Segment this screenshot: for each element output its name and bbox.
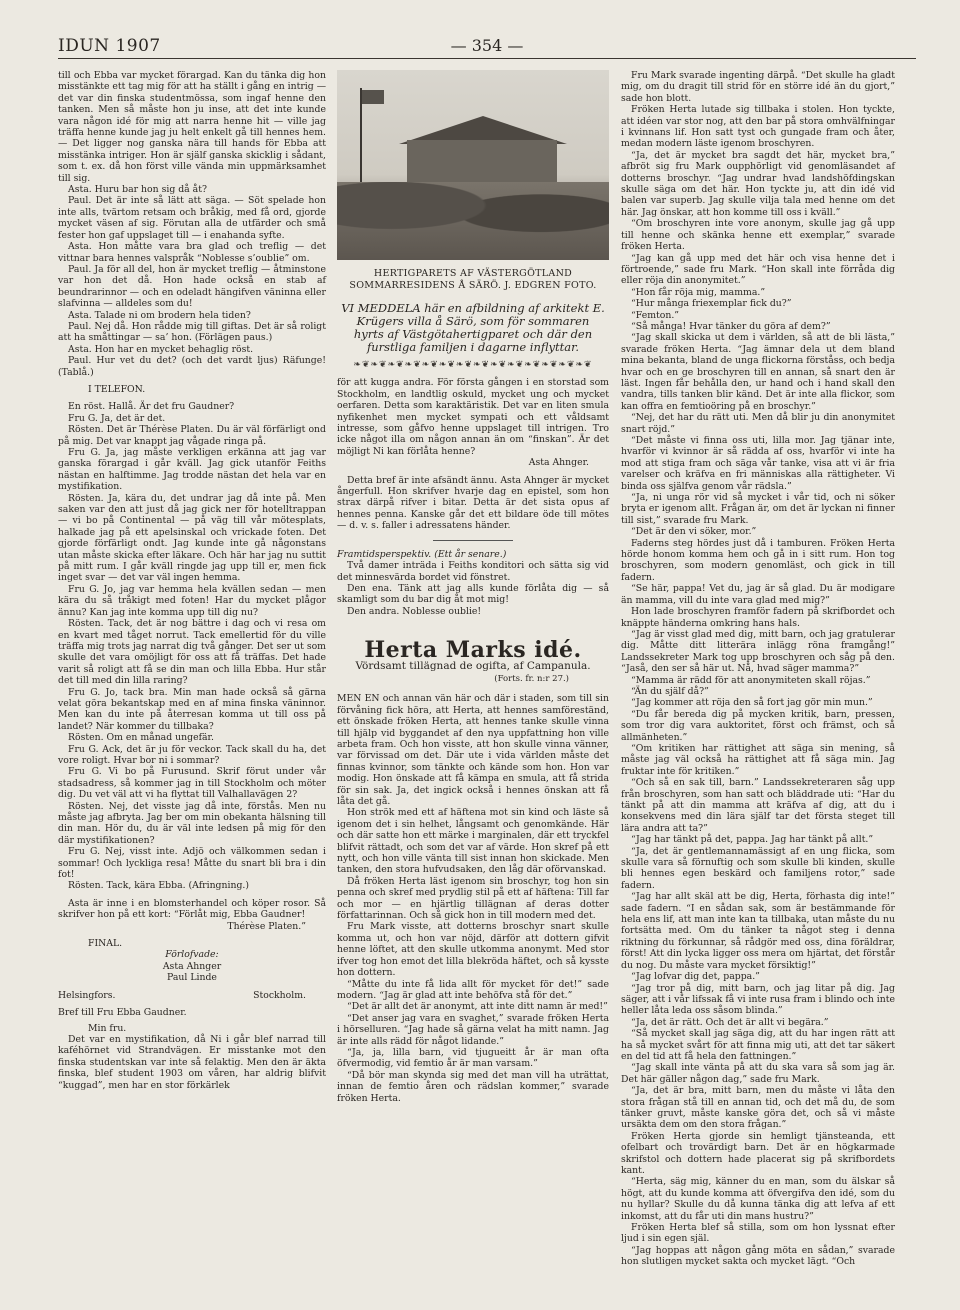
paragraph: “Så många! Hvar tänker du göra af dem?” <box>631 320 831 332</box>
paragraph: MEN EN och annan vän här och där i staden, som till sin förvåning fick höra, att Herta, att hennes samföreständ, ett önskade fröken Herta, att hennes tanke skulle vinna till hjälp vid byggandet af den nya uppfattning hon ville arbeta fram. Och hon visste, att hon skulle vinna vänner, var förvissad om det. Där ute i vida världen måste det finnas kvinnor, som tänkte och kände som hon. Hon var modig. Hon önskade att få kämpa en smula, att få strida för sin sak. Ja, det ingick också i hennes önskan att få låta det gå. <box>337 693 609 807</box>
continuation-note: (Forts. fr. n:r 27.) <box>494 673 569 684</box>
intro-text: VI MEDDELA här en afbildning af arkitekt E. Krügers villa å Särö, som för sommaren hyrts af Västgötahertigparet och där den furstliga familjen i dagarne inflyttar. <box>341 301 605 354</box>
paragraph: Hon lade broschyren framför fadern på skrifbordet och knäppte händerna omkring hans hals. <box>621 606 895 629</box>
paragraph: Det var en mystifikation, då Ni i går blef narrad till kaféhörnet vid Strandvägen. Er misstanke mot den finska studentskan var inte så felaktig. Men den är äkta finska, blef student 1903 om våren, har aldrig blifvit “kuggad”, men har en stor förkärlek <box>58 1033 326 1091</box>
paragraph: Asta. Hon måtte vara bra glad och treflig — det vittnar bara hennes valspråk “Noblesse s’oublie” om. <box>58 241 326 264</box>
paragraph: Rösten. Det är Thérèse Platen. Du är väl förfärligt ond på mig. Det var knappt jag vågade ringa på. <box>58 424 326 447</box>
paragraph: Fru G. Nej, visst inte. Adjö och välkommen sedan i sommar! Och lyckliga resa! Måtte du snart bli bra i din fot! <box>58 846 326 881</box>
section-heading: Framtidsperspektiv. (Ett år senare.) <box>337 548 507 560</box>
paragraph: “Om broschyren inte vore anonym, skulle jag gå upp till henne och skänka henne ett exemplar,” svarade fröken Herta. <box>621 218 895 253</box>
paragraph: “Så mycket skall jag säga dig, att du har ingen rätt att ha så mycket svårt för att finna mig uti, att det tar säkert en del tid att få hela den fattningen.” <box>621 1028 895 1062</box>
paragraph: Fröken Herta gjorde sin hemligt tjänsteanda, ett ofelbart och trovärdigt barn. Det är en högkarmade skrifstol och dottern hade placerat sig på skrifbordets kant. <box>621 1130 895 1176</box>
paragraph: Den andra. Noblesse oublie! <box>347 605 482 617</box>
column-right <box>621 70 895 1268</box>
paragraph: “Det är allt det är anonymt, att inte ditt namn är med!” <box>347 1001 608 1013</box>
paragraph: Hon strök med ett af häftena mot sin kind och läste så igenom det i sin helhet, långsamt och genomkände. Här och där satte hon ett märke i marginalen, där ett tryckfel blifvit rättadt, och som det var af värde. Hon skref på ett nytt, och hon ville vänta till sist innan hon skickade. Men tanken, den stora hufvudsaken, den låg där oförvanskad. <box>337 807 609 876</box>
paragraph: “Jag hoppas att någon gång möta en sådan,” svarade hon slutligen mycket sakta och mycket lägt. “Och <box>621 1244 895 1268</box>
paragraph: “Jag skall inte vänta på att du ska vara så som jag är. Det här gäller någon dag,” sade fru Mark. <box>621 1062 895 1085</box>
paragraph: “Måtte du inte få lida allt för mycket för det!” sade modern. “Jag är glad att inte behöfva stå för det.” <box>337 978 609 1001</box>
paragraph: Paul. Hur vet du det? (och det vardt ljus) Räfunge! (Tablå.) <box>58 355 326 378</box>
paragraph: “Herta, säg mig, känner du en man, som du älskar så högt, att du kunde komma att öfvergifva den idé, som du nu hyllar? Skulle du då kunna tänka dig att lefva af ett inkomst, att du får uti din mans hustru?” <box>621 1176 895 1222</box>
section-heading: I TELEFON. <box>88 383 146 395</box>
paragraph: “Då bör man skynda sig med det man vill ha uträttat, innan de femtio åren och rädslan kommer,” svarade fröken Herta. <box>337 1069 609 1104</box>
paragraph: “Se här, pappa! Vet du, jag är så glad. Du är modigare än mamma, vill du inte vara glad med mig?” <box>621 583 895 606</box>
signature: Thérèse Platen.” <box>227 920 306 932</box>
paragraph: Rösten. Tack, kära Ebba. (Afringning.) <box>68 880 249 892</box>
paragraph: “Om kritiken har rättighet att säga sin mening, så måste jag väl också ha rättighet att få säga min. Jag fruktar inte för kritiken.” <box>621 742 895 777</box>
article-subtitle: Vördsamt tillägnad de ogifta, af Campanula. <box>355 659 591 672</box>
paragraph: “Jag har tänkt på det, pappa. Jag har tänkt på allt.” <box>631 834 874 846</box>
paragraph: “Jag lofvar dig det, pappa.” <box>631 971 760 983</box>
magazine-title: IDUN 1907 <box>58 36 161 56</box>
paragraph: “Du får bereda dig på mycken kritik, barn, pressen, som tror dig vara auktoritet, först och främst, och så allmänheten.” <box>621 708 895 743</box>
paragraph: “Ja, ni unga rör vid så mycket i vår tid, och ni söker bryta er igenom allt. Frågan är, om det är lyckan ni finner till sist,” svarade fru Mark. <box>621 492 895 526</box>
paragraph: “Det måste vi finna oss uti, lilla mor. Jag tjänar inte, hvarför vi kvinnor är så rädda af oss, hvarför vi inte ha mod att stiga fram och säga vår tanke, visa att vi är fria varelser och kräfva en fri människas alla rättigheter. Vi binda oss själfva genom vår rädsla.” <box>621 435 895 492</box>
paragraph: Fru G. Vi bo på Furusund. Skrif förut under vår stadsadress, så kommer jag in till Stockholm och möter dig. Du vet väl att vi ha flyttat till Valhallavägen 2? <box>58 766 326 801</box>
paragraph: “Det är den vi söker, mor.” <box>631 526 757 538</box>
paragraph: “Mamma är rädd för att anonymiteten skall röjas.” <box>631 674 871 686</box>
paragraph: Fru G. Jo, tack bra. Min man hade också så gärna velat göra bekantskap med en af mina finska väninnor. Men kan du inte på återresan komma ut till oss på landet? När kommer du tillbaka? <box>58 686 326 732</box>
paragraph: Paul. Ja för all del, hon är mycket treflig — åtminstone var hon det då. Hon hade också en stab af beundrarinnor — och en odeladt hängifven väninna eller slafvinna — alldeles som du! <box>58 263 326 310</box>
paragraph: “Ja, det är rätt. Och det är allt vi begära.” <box>631 1016 829 1028</box>
paragraph: Den ena. Tänk att jag alls kunde förlåta dig — så skamligt som du bar dig åt mot mig! <box>337 582 609 606</box>
paragraph: “Hon får röja mig, mamma.” <box>631 286 766 298</box>
flag-icon <box>362 90 384 104</box>
paragraph: till och Ebba var mycket förargad. Kan du tänka dig hon misstänkte ett tag mig för att ha ställt i gång en intrig — det var din finska studentmössa, som ingaf henne den tanken. Men så måste hon ju inse, att det inte kunde vara någon idé för mig att narra henne hit — ville jag träffa henne kunde jag ju helt enkelt gå till hennes hem. — Det ligger nog ganska nära till hands för Ebba att misstänka intriger. Hon är själf ganska skicklig i sådant, som t. ex. då hon först ville vända min uppmärksamhet till sig. <box>58 70 326 184</box>
place: Stockholm. <box>253 989 306 1001</box>
paragraph: “Jag har allt skäl att be dig, Herta, förhasta dig inte!” sade fadern. “I en sådan sak, som är bestämmande för hela ens lif, att man inte kan ta tillbaka, utan måste du nu fortsätta med. Om du tänker ta något steg i denna riktning du förkunnar, så rådgör med oss, dina föräldrar, först! Att din lycka ligger oss mera om hjärtat, det förstår du nog. Du måste vara mycket försiktig!” <box>621 891 895 971</box>
paragraph: Två damer inträda i Feiths konditori och sätta sig vid det minnesvärda bordet vid fönstret. <box>337 560 609 583</box>
paragraph: “Jag tror på dig, mitt barn, och jag litar på dig. Jag säger, att i vår lifssak få vi inte rusa fram i blindo och inte heller låta leda oss såsom blinda.” <box>621 982 895 1017</box>
paragraph: “Femton.” <box>631 309 680 321</box>
paragraph: “Jag kommer att röja den så fort jag gör min mun.” <box>631 697 873 709</box>
paragraph: “Och så en sak till, barn.” Landssekreteraren såg upp från broschyren, som han satt och bläddrade uti: “Har du tänkt på att din mamma att kräfva af dig, att du i konsekvens med din lära själf tar det första steget till lära andra att ta?” <box>621 777 895 834</box>
name-line: Asta Ahnger <box>162 960 222 972</box>
paragraph: “Ja, det är gentlemannamässigt af en ung flicka, som skulle vara så förnuftig och som skulle bli kinden, skulle bli hennes egen beskärd och familjens rotor,” sade fadern. <box>621 845 895 891</box>
name-line: Paul Linde <box>167 972 217 984</box>
letter-heading: Bref till Fru Ebba Gaudner. <box>58 1007 187 1019</box>
paragraph: Fru G. Ja, jag måste verkligen erkänna att jag var ganska förargad i går kväll. Jag gick utanför Feiths nästan en halftimme. Jag trodde nästan det hela var en mystifikation. <box>58 447 326 493</box>
paragraph: Fru G. Ja, det är det. <box>68 412 166 424</box>
paragraph: Asta är inne i en blomsterhandel och köper rosor. Så skrifver hon på ett kort: “Förlåt mig, Ebba Gaudner! <box>58 897 326 921</box>
paragraph: Fröken Herta blef så stilla, som om hon lyssnat efter ljud i sin egen själ. <box>621 1222 895 1245</box>
paragraph: Paul. Nej då. Hon rådde mig till giftas. Det är så roligt att ha småttingar — sa’ hon. (Förlägen paus.) <box>58 320 326 344</box>
paragraph: Detta bref är inte afsändt ännu. Asta Ahnger är mycket ångerfull. Hon skrifver hvarje dag en epistel, som hon strax därpå rifver i bitar. Detta är det sista opus af hennes penna. Kanske går det ett bildare öde till mötes — d. v. s. faller i adressatens händer. <box>337 474 609 532</box>
paragraph: Rösten. Tack, det är nog bättre i dag och vi resa om en kvart med tåget norrut. Tack emellertid för du ville träffa mig trots jag narrat dig två gånger. Det ser ut som skulle det vara omöjligt för oss att få träffas. Det hade varit så roligt att få se din man och lilla Ebba. Hur står det till med din lilla raring? <box>58 618 326 687</box>
paragraph: Fru Mark visste, att dotterns broschyr snart skulle komma ut, och hon var nöjd, därför att dottern gifvit henne löftet, att den skulle utkomma anonymt. Med stor ifver tog hon emot det lilla blekröda häftet, och så kysste hon dottern. <box>337 921 609 979</box>
paragraph: Paul. Det är inte så lätt att säga. — Söt spelade hon inte alls, tvärtom retsam och bråkig, med få ord, gjorde mycket väsen af sig. Förutan alla de utfärder och små fester hon gaf uppslaget till — i enahanda syfte. <box>58 195 326 241</box>
paragraph: Fru Mark svarade ingenting därpå. “Det skulle ha gladt mig, om du dragit till strid för en större idé än du gjort,” sade hon blott. <box>621 70 895 104</box>
paragraph: “Nej, det har du rätt uti. Men då blir ju din anonymitet snart röjd.” <box>621 412 895 435</box>
paragraph: Rösten. Nej, det visste jag då inte, förstås. Men nu måste jag afbryta. Jag ber om min obekanta hälsning till din man. Hör du, du är väl inte ledsen på mig för den där mystifikationen? <box>58 800 326 846</box>
paragraph: En röst. Hallå. Är det fru Gaudner? <box>68 401 235 413</box>
column-middle <box>337 70 609 1104</box>
paragraph: “Ja, det är mycket bra sagdt det här, mycket bra,” afbröt sig fru Mark oupphörligt vid genomläsandet af dotterns broschyr. “Jag undrar hvad landshöfdingskan skulle säga om det här. Hon tyckte ju, att din idé vid balen var superb. Jag skulle vilja tala med henne om det här. Jag önskar, att hon komme till oss i kväll.” <box>621 149 895 218</box>
paragraph: Asta. Talade ni om brodern hela tiden? <box>68 309 251 321</box>
column-left <box>58 70 326 1091</box>
paragraph: “Ja, ja, lilla barn, vid tjugueitt år är man ofta öfvermodig, vid femtio år är man varsam.” <box>337 1046 609 1070</box>
photo-caption: HERTIGPARETS AF VÄSTERGÖTLAND SOMMARRESIDENS Å SÄRÖ. J. EDGREN FOTO. <box>349 268 597 291</box>
divider <box>433 540 513 541</box>
paragraph: Då fröken Herta läst igenom sin broschyr, tog hon sin penna och skref med prydlig stil på ett af häftena: Till far och mor — en hjärtlig tillägnan af deras dotter författarinnan. Och så gick hon in till modern med det. <box>337 875 609 922</box>
place-line <box>58 990 326 1001</box>
subheading: Förlofvade: <box>165 949 219 961</box>
paragraph: Faderns steg hördes just då i tamburen. Fröken Herta hörde honom komma hem och gå in i sitt rum. Hon tog broschyren, som modern genomläst, och gick in till fadern. <box>621 537 895 583</box>
paragraph: “Än du själf då?” <box>631 685 709 697</box>
section-heading: FINAL. <box>88 938 123 950</box>
page-number: — 354 — <box>450 36 524 55</box>
paragraph: “Det anser jag vara en svaghet,” svarade fröken Herta i hörselluren. “Jag hade så gärna velat ha mitt namn. Jag är inte alls rädd för något lidande.” <box>337 1012 609 1047</box>
article-title: Herta Marks idé. <box>364 637 582 664</box>
paragraph: Rösten. Om en månad ungefär. <box>68 732 214 744</box>
paragraph: Asta. Hon har en mycket behaglig röst. <box>68 343 254 355</box>
paragraph: “Jag skall skicka ut dem i världen, så att de bli lästa,” svarade fröken Herta. “Jag ämnar dela ut dem bland mina bekanta, bland de unga flickorna förståss, och bedja hvar och en ge broschyren till en annan, så snart den är läst. Ingen får behålla den, ur hand och i hand skall den vandra, tills tanken blir känd. Det är inte alla flickor, som kan offra en femtioöring på en broschyr.” <box>621 332 895 412</box>
paragraph: “Ja, det är bra, mitt barn, men du måste vi låta den stora frågan stå till en annan tid, och det må du, de som tänker gruvt, måste kanske göra det, och så vi måste ursäkta dem om den stora frågan.” <box>621 1085 895 1131</box>
page-header <box>58 32 916 59</box>
paragraph: “Jag är visst glad med dig, mitt barn, och jag gratulerar dig. Måtte ditt litterära inlägg röna framgång!” Landssekreter Mark tog upp broschyren och såg på den. “Jaså, den ser så här ut. Nå, hvad säger mamma?” <box>621 628 895 675</box>
paragraph: för att kugga andra. För första gången i en storstad som Stockholm, en landtlig oskuld, mycket ung och mycket oerfaren. Detta som karaktäristik. Det var en liten smula nyfikenhet men mycket sympati och ett våldsamt intresse, som gåfvo henne uppslaget till intrigen. Tro icke något illa om någon annan än om “finskan”. Är det möjligt Ni kan förlåta henne? <box>337 377 609 457</box>
paragraph: “Jag kan gå upp med det här och visa henne det i förtroende,” sade fru Mark. “Hon skall inte förråda dig eller röja din anonymitet.” <box>621 252 895 287</box>
photo-villa <box>337 70 609 260</box>
signature: Asta Ahnger. <box>528 457 589 469</box>
paragraph: “Hur många friexemplar fick du?” <box>631 298 792 310</box>
salutation: Min fru. <box>88 1022 127 1034</box>
paragraph: Asta. Huru bar hon sig då åt? <box>68 184 207 196</box>
paragraph: Fru G. Jo, jag var hemma hela kvällen sedan — men kära du så tråkigt med foten! Har du mycket plågor ännu? Kan jag inte komma upp till dig nu? <box>58 583 326 618</box>
ornament-divider: ❧❦❧❦❧❦❧❦❧❦❧❦❧❦❧❦❧❦❧❦❧❦❧❦❧❦❧❦ <box>353 360 593 370</box>
paragraph: Rösten. Ja, kära du, det undrar jag då inte på. Men saken var den att just då jag gick ner för hotelltrappan — vi bo på Continental — på väg till vår mötesplats, halkade jag på ett apelsinskal och vrickade foten. Det gjorde förfärligt ondt. Jag kunde inte gå någonstans utan måste skicka efter läkare. Och här har jag nu suttit på mitt rum. I går kväll ringde jag upp till er, men fick inget svar — det var väl ingen hemma. <box>58 492 326 584</box>
paragraph: Fröken Herta lutade sig tillbaka i stolen. Hon tyckte, att idéen var stor nog, att den bar på stora omhvälfningar i kvinnans lif. Hon satt tyst och gungade fram och åter, medan modern läste igenom broschyren. <box>621 104 895 150</box>
paragraph: Fru G. Ack, det är ju för veckor. Tack skall du ha, det vore roligt. Hvar bor ni i sommar? <box>58 743 326 766</box>
place: Helsingfors. <box>58 989 116 1001</box>
